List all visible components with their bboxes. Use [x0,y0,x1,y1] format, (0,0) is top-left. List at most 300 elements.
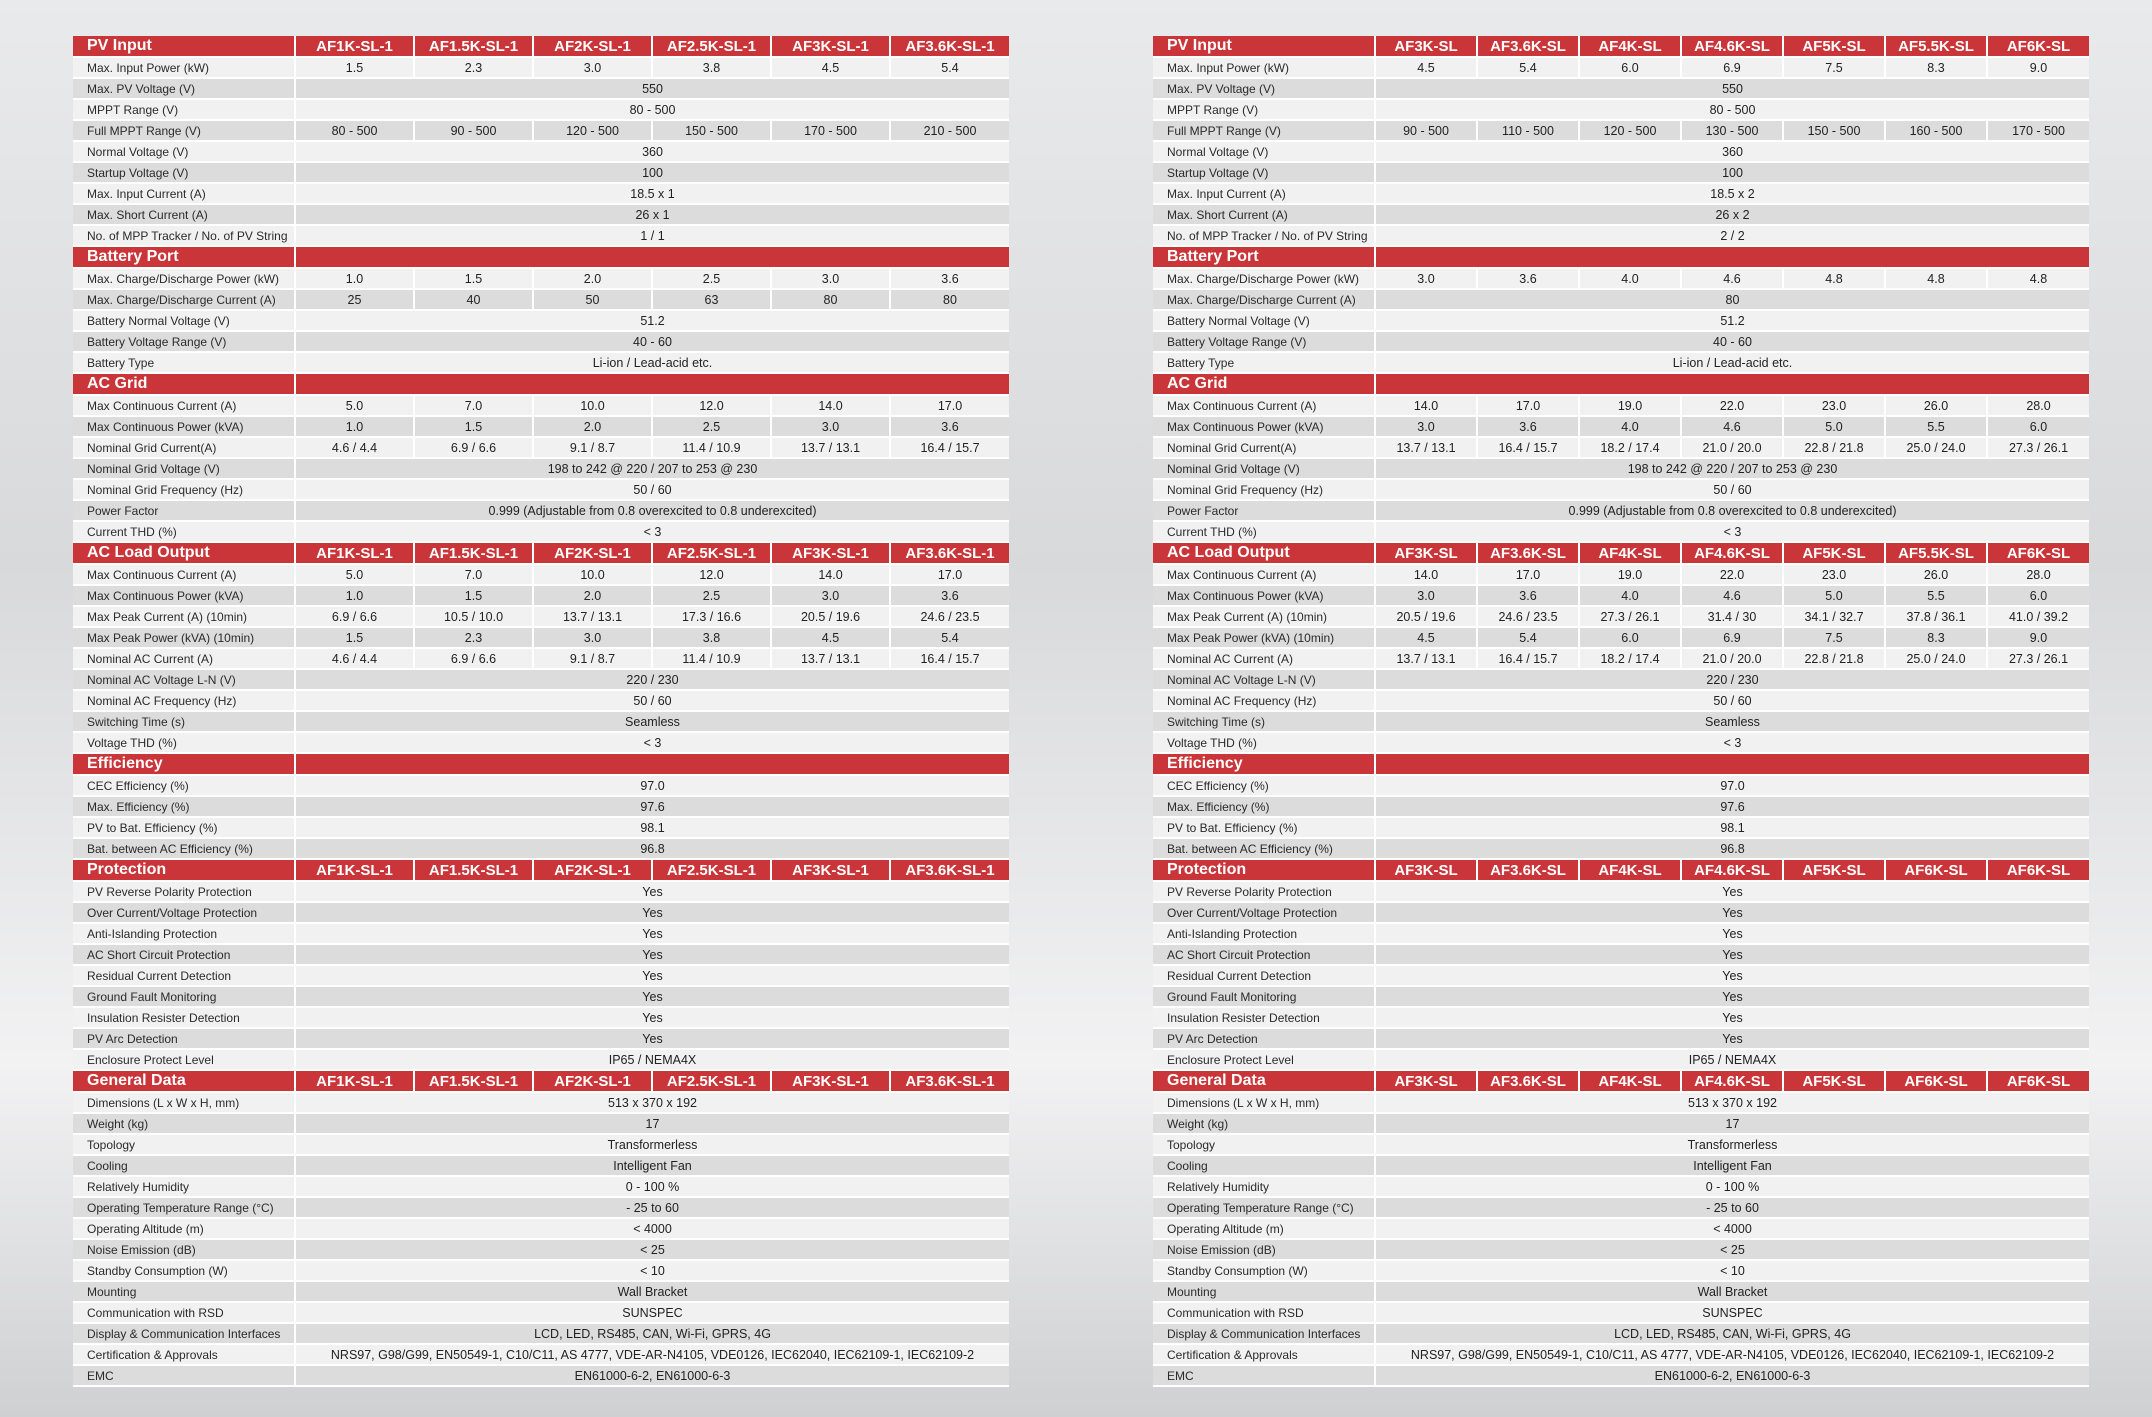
section-title: AC Load Output [1153,542,1375,564]
spec-label: Max Continuous Power (kVA) [1153,585,1375,606]
spec-label: Full MPPT Range (V) [73,120,295,141]
model-header: AF1.5K-SL-1 [414,1070,533,1092]
spec-row [1153,1365,2089,1386]
spec-row [1153,57,2089,78]
spec-label: PV Arc Detection [73,1028,295,1049]
spec-value: 4.5 [771,627,890,648]
spec-value: 34.1 / 32.7 [1783,606,1885,627]
spec-row [1153,585,2089,606]
spec-value: 2 / 2 [1375,225,2089,246]
spec-value: 19.0 [1579,395,1681,416]
spec-label: Noise Emission (dB) [73,1239,295,1260]
spec-label: EMC [1153,1365,1375,1386]
spec-label: Startup Voltage (V) [73,162,295,183]
spec-value: 0.999 (Adjustable from 0.8 overexcited to 0.8 underexcited) [1375,500,2089,521]
spec-value: 3.0 [771,416,890,437]
spec-value: 7.5 [1783,57,1885,78]
section-header-pv-input [73,36,1009,57]
section-header-ac-load-output [1153,542,2089,564]
section-title: Protection [1153,859,1375,881]
spec-value: Yes [1375,944,2089,965]
spec-value: 0 - 100 % [1375,1176,2089,1197]
spec-value: Yes [295,881,1009,902]
spec-value: 80 - 500 [1375,99,2089,120]
spec-value: Yes [295,1028,1009,1049]
spec-row [1153,1113,2089,1134]
section-title: AC Grid [1153,373,1375,395]
spec-value: 50 [533,289,652,310]
spec-label: Topology [1153,1134,1375,1155]
spec-label: Anti-Islanding Protection [1153,923,1375,944]
spec-row [73,479,1009,500]
spec-label: Standby Consumption (W) [1153,1260,1375,1281]
model-header: AF2.5K-SL-1 [652,36,771,57]
spec-value: Wall Bracket [1375,1281,2089,1302]
spec-value: 3.0 [1375,268,1477,289]
spec-label: PV Reverse Polarity Protection [1153,881,1375,902]
spec-row [73,1281,1009,1302]
spec-value: 4.6 [1681,416,1783,437]
spec-label: Bat. between AC Efficiency (%) [1153,838,1375,859]
model-header: AF3.6K-SL [1477,1070,1579,1092]
spec-value: 16.4 / 15.7 [890,437,1009,458]
spec-value: 27.3 / 26.1 [1987,437,2089,458]
spec-row [1153,627,2089,648]
spec-value: Seamless [1375,711,2089,732]
spec-label: Dimensions (L x W x H, mm) [73,1092,295,1113]
spec-label: Enclosure Protect Level [73,1049,295,1070]
spec-value: NRS97, G98/G99, EN50549-1, C10/C11, AS 4777, VDE-AR-N4105, VDE0126, IEC62040, IEC62109-1, IEC62109-2 [1375,1344,2089,1365]
spec-value: 27.3 / 26.1 [1987,648,2089,669]
spec-value: 27.3 / 26.1 [1579,606,1681,627]
spec-value: Yes [295,902,1009,923]
spec-value: 10.0 [533,395,652,416]
spec-value: 97.0 [295,775,1009,796]
model-header: AF2K-SL-1 [533,36,652,57]
section-header-fill [295,373,1009,395]
spec-value: 16.4 / 15.7 [890,648,1009,669]
spec-value: 80 - 500 [295,99,1009,120]
model-header: AF2K-SL-1 [533,859,652,881]
spec-value: 80 - 500 [295,120,414,141]
spec-value: 17.0 [1477,564,1579,585]
spec-row [1153,204,2089,225]
spec-value: 8.3 [1885,57,1987,78]
spec-value: 26 x 1 [295,204,1009,225]
spec-label: Max. Input Current (A) [1153,183,1375,204]
spec-label: Max. Input Power (kW) [1153,57,1375,78]
spec-value: 3.8 [652,57,771,78]
spec-label: Display & Communication Interfaces [73,1323,295,1344]
spec-value: 5.0 [1783,585,1885,606]
spec-value: - 25 to 60 [295,1197,1009,1218]
spec-row [73,775,1009,796]
spec-value: 8.3 [1885,627,1987,648]
spec-row [73,99,1009,120]
spec-value: 16.4 / 15.7 [1477,648,1579,669]
spec-value: 3.0 [533,627,652,648]
spec-value: Yes [1375,1007,2089,1028]
spec-row [1153,1134,2089,1155]
spec-value: 1.5 [414,416,533,437]
spec-value: 51.2 [295,310,1009,331]
section-header-fill [1375,753,2089,775]
spec-value: 50 / 60 [295,690,1009,711]
spec-label: Max. PV Voltage (V) [1153,78,1375,99]
section-header-fill [295,753,1009,775]
spec-label: AC Short Circuit Protection [1153,944,1375,965]
section-title: General Data [1153,1070,1375,1092]
spec-row [1153,1155,2089,1176]
spec-label: Display & Communication Interfaces [1153,1323,1375,1344]
section-title: Protection [73,859,295,881]
spec-value: NRS97, G98/G99, EN50549-1, C10/C11, AS 4777, VDE-AR-N4105, VDE0126, IEC62040, IEC62109-1, IEC62109-2 [295,1344,1009,1365]
spec-row [1153,268,2089,289]
section-title: AC Load Output [73,542,295,564]
section-header-protection [73,859,1009,881]
spec-row [1153,99,2089,120]
spec-value: 12.0 [652,564,771,585]
spec-value: 9.1 / 8.7 [533,648,652,669]
spec-label: Communication with RSD [1153,1302,1375,1323]
spec-value: 5.5 [1885,416,1987,437]
spec-value: 4.8 [1885,268,1987,289]
spec-label: Nominal AC Voltage L-N (V) [1153,669,1375,690]
spec-row [73,648,1009,669]
spec-label: Operating Altitude (m) [73,1218,295,1239]
section-header-ac-grid [73,373,1009,395]
spec-value: 2.0 [533,268,652,289]
spec-label: Switching Time (s) [73,711,295,732]
spec-value: Yes [295,923,1009,944]
spec-value: 4.6 [1681,585,1783,606]
spec-value: 51.2 [1375,310,2089,331]
spec-row [73,817,1009,838]
spec-value: 26.0 [1885,395,1987,416]
model-header: AF3.6K-SL [1477,859,1579,881]
spec-value: Yes [295,944,1009,965]
spec-row [1153,162,2089,183]
spec-row [1153,78,2089,99]
spec-row [1153,923,2089,944]
spec-row [1153,986,2089,1007]
spec-value: 130 - 500 [1681,120,1783,141]
spec-value: 4.0 [1579,268,1681,289]
spec-row [73,500,1009,521]
spec-row [1153,1176,2089,1197]
spec-value: Li-ion / Lead-acid etc. [1375,352,2089,373]
spec-value: 14.0 [1375,395,1477,416]
spec-row [1153,1323,2089,1344]
model-header: AF1K-SL-1 [295,542,414,564]
spec-row [1153,902,2089,923]
model-header: AF3K-SL [1375,859,1477,881]
spec-value: 2.3 [414,57,533,78]
spec-row [1153,289,2089,310]
spec-value: 97.6 [1375,796,2089,817]
spec-label: Max. Short Current (A) [1153,204,1375,225]
spec-value: 40 - 60 [295,331,1009,352]
spec-value: 3.6 [890,416,1009,437]
spec-label: Nominal Grid Frequency (Hz) [1153,479,1375,500]
spec-value: 3.0 [1375,585,1477,606]
spec-label: Battery Type [1153,352,1375,373]
spec-value: SUNSPEC [295,1302,1009,1323]
spec-value: 17.0 [890,564,1009,585]
spec-label: Nominal Grid Current(A) [1153,437,1375,458]
spec-label: CEC Efficiency (%) [1153,775,1375,796]
spec-label: Max Continuous Power (kVA) [1153,416,1375,437]
spec-value: 4.6 / 4.4 [295,437,414,458]
model-header: AF3.6K-SL [1477,36,1579,57]
model-header: AF2.5K-SL-1 [652,859,771,881]
spec-value: 22.8 / 21.8 [1783,648,1885,669]
spec-value: 10.0 [533,564,652,585]
spec-value: 6.0 [1987,585,2089,606]
spec-row [1153,1302,2089,1323]
spec-value: < 3 [1375,732,2089,753]
spec-label: Battery Normal Voltage (V) [73,310,295,331]
spec-label: Ground Fault Monitoring [1153,986,1375,1007]
spec-value: 360 [295,141,1009,162]
spec-value: 63 [652,289,771,310]
spec-value: 9.1 / 8.7 [533,437,652,458]
spec-value: 28.0 [1987,564,2089,585]
spec-value: Yes [1375,965,2089,986]
spec-value: 11.4 / 10.9 [652,437,771,458]
spec-row [73,838,1009,859]
spec-value: 2.5 [652,585,771,606]
spec-value: 100 [295,162,1009,183]
spec-row [1153,732,2089,753]
spec-value: 170 - 500 [1987,120,2089,141]
spec-value: 90 - 500 [1375,120,1477,141]
spec-value: 25 [295,289,414,310]
spec-value: 2.5 [652,416,771,437]
spec-value: 20.5 / 19.6 [771,606,890,627]
section-header-efficiency [73,753,1009,775]
spec-label: Switching Time (s) [1153,711,1375,732]
spec-row [1153,416,2089,437]
spec-value: 1.0 [295,416,414,437]
spec-label: Mounting [1153,1281,1375,1302]
spec-label: Enclosure Protect Level [1153,1049,1375,1070]
model-header: AF2K-SL-1 [533,1070,652,1092]
model-header: AF3.6K-SL-1 [890,859,1009,881]
spec-label: CEC Efficiency (%) [73,775,295,796]
spec-value: Yes [295,965,1009,986]
spec-value: Intelligent Fan [295,1155,1009,1176]
model-header: AF3K-SL-1 [771,542,890,564]
spec-row [1153,881,2089,902]
spec-label: Max Peak Power (kVA) (10min) [73,627,295,648]
spec-value: 80 [771,289,890,310]
spec-row [73,986,1009,1007]
spec-row [1153,310,2089,331]
spec-value: 3.8 [652,627,771,648]
spec-value: < 3 [295,732,1009,753]
spec-row [73,141,1009,162]
spec-label: Max Continuous Current (A) [1153,564,1375,585]
spec-value: 4.5 [1375,627,1477,648]
spec-row [73,1028,1009,1049]
spec-row [73,732,1009,753]
spec-value: 550 [295,78,1009,99]
spec-row [73,564,1009,585]
spec-value: 150 - 500 [652,120,771,141]
spec-value: IP65 / NEMA4X [295,1049,1009,1070]
spec-row [73,331,1009,352]
spec-value: 19.0 [1579,564,1681,585]
spec-label: Max Continuous Power (kVA) [73,585,295,606]
spec-row [1153,479,2089,500]
model-header: AF3K-SL [1375,1070,1477,1092]
spec-value: Yes [295,1007,1009,1028]
model-header: AF3K-SL [1375,36,1477,57]
spec-row [73,944,1009,965]
spec-value: 40 [414,289,533,310]
spec-value: 550 [1375,78,2089,99]
spec-value: Transformerless [1375,1134,2089,1155]
spec-label: Max. Efficiency (%) [1153,796,1375,817]
spec-value: 37.8 / 36.1 [1885,606,1987,627]
spec-value: 3.6 [1477,585,1579,606]
spec-label: Voltage THD (%) [1153,732,1375,753]
spec-value: 21.0 / 20.0 [1681,648,1783,669]
model-header: AF6K-SL [1987,36,2089,57]
spec-row [1153,458,2089,479]
section-title: General Data [73,1070,295,1092]
spec-row [1153,183,2089,204]
spec-value: 100 [1375,162,2089,183]
spec-value: 13.7 / 13.1 [1375,648,1477,669]
model-header: AF4K-SL [1579,859,1681,881]
model-header: AF6K-SL [1987,1070,2089,1092]
spec-value: Wall Bracket [295,1281,1009,1302]
spec-label: Max Peak Power (kVA) (10min) [1153,627,1375,648]
spec-value: 18.2 / 17.4 [1579,437,1681,458]
spec-label: Max Peak Current (A) (10min) [1153,606,1375,627]
spec-value: 6.9 / 6.6 [414,437,533,458]
model-header: AF3K-SL-1 [771,859,890,881]
spec-label: Current THD (%) [1153,521,1375,542]
spec-value: 513 x 370 x 192 [295,1092,1009,1113]
model-header: AF1K-SL-1 [295,859,414,881]
spec-label: Dimensions (L x W x H, mm) [1153,1092,1375,1113]
spec-row [73,310,1009,331]
section-title: Battery Port [1153,246,1375,268]
section-header-battery-port [73,246,1009,268]
spec-value: 18.5 x 1 [295,183,1009,204]
spec-value: 4.5 [771,57,890,78]
spec-value: 4.0 [1579,585,1681,606]
spec-row [73,458,1009,479]
spec-value: 10.5 / 10.0 [414,606,533,627]
spec-value: < 10 [1375,1260,2089,1281]
model-header: AF5K-SL [1783,859,1885,881]
spec-value: 6.0 [1987,416,2089,437]
model-header: AF3K-SL-1 [771,1070,890,1092]
spec-row [73,1218,1009,1239]
section-header-general-data [73,1070,1009,1092]
model-header: AF1.5K-SL-1 [414,36,533,57]
spec-row [73,289,1009,310]
spec-value: Seamless [295,711,1009,732]
spec-value: 210 - 500 [890,120,1009,141]
section-header-ac-grid [1153,373,2089,395]
spec-value: 3.0 [771,268,890,289]
spec-value: 50 / 60 [295,479,1009,500]
spec-row [1153,648,2089,669]
spec-value: - 25 to 60 [1375,1197,2089,1218]
spec-row [1153,606,2089,627]
spec-value: 11.4 / 10.9 [652,648,771,669]
spec-value: 1.5 [414,268,533,289]
spec-value: 24.6 / 23.5 [1477,606,1579,627]
model-header: AF4.6K-SL [1681,1070,1783,1092]
spec-label: Topology [73,1134,295,1155]
spec-row [1153,120,2089,141]
spec-value: 17.0 [1477,395,1579,416]
spec-value: 5.0 [295,564,414,585]
spec-row [1153,775,2089,796]
spec-value: 13.7 / 13.1 [771,437,890,458]
spec-label: Max. Charge/Discharge Power (kW) [73,268,295,289]
spec-row [73,965,1009,986]
spec-value: 4.8 [1783,268,1885,289]
spec-row [1153,500,2089,521]
spec-label: Cooling [73,1155,295,1176]
spec-label: Max. Efficiency (%) [73,796,295,817]
spec-row [1153,1028,2089,1049]
spec-row [73,585,1009,606]
spec-value: 7.0 [414,564,533,585]
spec-value: 98.1 [1375,817,2089,838]
spec-value: Yes [295,986,1009,1007]
spec-value: 4.8 [1987,268,2089,289]
spec-row [73,183,1009,204]
spec-label: Nominal AC Current (A) [73,648,295,669]
model-header: AF2.5K-SL-1 [652,542,771,564]
spec-label: Power Factor [1153,500,1375,521]
spec-row [1153,225,2089,246]
spec-row [73,521,1009,542]
spec-value: 22.8 / 21.8 [1783,437,1885,458]
spec-value: 5.4 [890,57,1009,78]
spec-value: 5.4 [890,627,1009,648]
spec-label: Battery Voltage Range (V) [1153,331,1375,352]
spec-label: Weight (kg) [1153,1113,1375,1134]
section-header-fill [1375,246,2089,268]
spec-row [73,225,1009,246]
spec-row [73,627,1009,648]
model-header: AF3.6K-SL-1 [890,1070,1009,1092]
model-header: AF1K-SL-1 [295,1070,414,1092]
spec-value: 50 / 60 [1375,479,2089,500]
spec-row [1153,564,2089,585]
spec-row [73,162,1009,183]
spec-row [1153,838,2089,859]
spec-row [1153,1197,2089,1218]
spec-row [73,923,1009,944]
spec-value: 3.0 [533,57,652,78]
spec-row [1153,331,2089,352]
spec-value: < 10 [295,1260,1009,1281]
spec-label: Communication with RSD [73,1302,295,1323]
spec-row [73,120,1009,141]
spec-value: 16.4 / 15.7 [1477,437,1579,458]
section-header-protection [1153,859,2089,881]
